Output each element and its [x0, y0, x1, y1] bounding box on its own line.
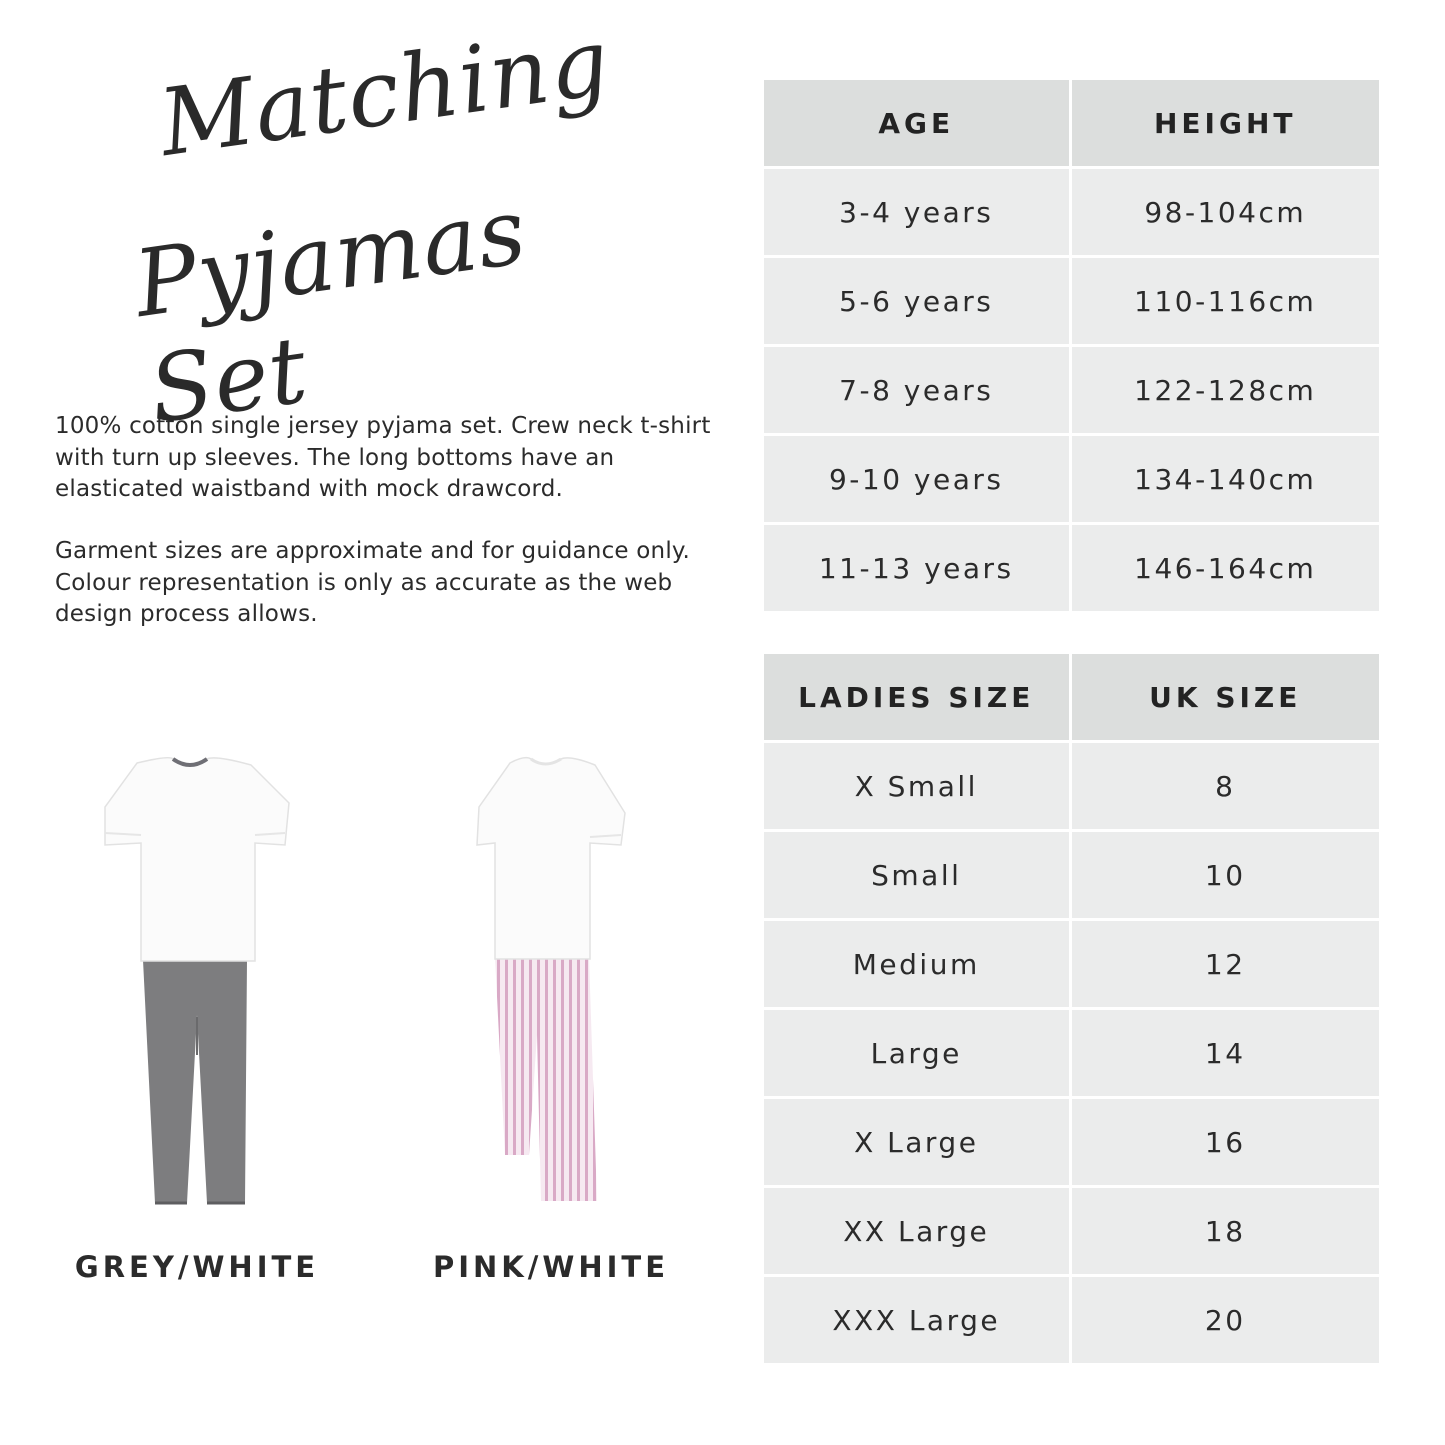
height-cell: 146-164cm — [1072, 525, 1380, 614]
pyjama-grey-image — [75, 755, 335, 1215]
uk-size-cell: 16 — [1072, 1099, 1380, 1188]
table-header-row — [764, 80, 1379, 169]
ladies-size-cell: Large — [764, 1010, 1072, 1099]
ladies-size-cell: Medium — [764, 921, 1072, 1010]
age-cell: 7-8 years — [764, 347, 1072, 436]
age-height-table — [764, 80, 1379, 614]
uk-size-cell: 12 — [1072, 921, 1380, 1010]
table-row — [764, 436, 1379, 525]
table-row — [764, 743, 1379, 832]
ladies-size-cell: XX Large — [764, 1188, 1072, 1277]
table-row — [764, 832, 1379, 921]
table-row — [764, 525, 1379, 614]
table-row — [764, 1010, 1379, 1099]
height-cell: 98-104cm — [1072, 169, 1380, 258]
title-line-1: Matching — [153, 8, 616, 177]
header-uk-size: UK SIZE — [1072, 654, 1380, 743]
pyjama-pink-image — [425, 755, 685, 1215]
colour-label-pink: PINK/WHITE — [432, 1250, 670, 1284]
table-header-row — [764, 654, 1379, 743]
colour-label-grey: GREY/WHITE — [74, 1250, 320, 1284]
age-cell: 5-6 years — [764, 258, 1072, 347]
height-cell: 122-128cm — [1072, 347, 1380, 436]
table-row — [764, 1099, 1379, 1188]
height-cell: 110-116cm — [1072, 258, 1380, 347]
header-height: HEIGHT — [1072, 80, 1380, 169]
age-cell: 11-13 years — [764, 525, 1072, 614]
title-line-2: Pyjamas Set — [128, 177, 533, 444]
ladies-size-cell: X Large — [764, 1099, 1072, 1188]
age-cell: 9-10 years — [764, 436, 1072, 525]
table-row — [764, 921, 1379, 1010]
uk-size-cell: 18 — [1072, 1188, 1380, 1277]
height-cell: 134-140cm — [1072, 436, 1380, 525]
page-title — [128, 8, 616, 444]
pyjama-pink-icon — [425, 755, 685, 1215]
uk-size-cell: 8 — [1072, 743, 1380, 832]
table-row — [764, 1277, 1379, 1366]
age-cell: 3-4 years — [764, 169, 1072, 258]
pyjama-grey-icon — [75, 755, 335, 1215]
ladies-size-cell: Small — [764, 832, 1072, 921]
table-row — [764, 1188, 1379, 1277]
header-age: AGE — [764, 80, 1072, 169]
header-ladies-size: LADIES SIZE — [764, 654, 1072, 743]
product-description: 100% cotton single jersey pyjama set. Crew neck t-shirt with turn up sleeves. The long bottoms have an elasticated waistband with mock drawcord. — [55, 413, 711, 502]
uk-size-cell: 10 — [1072, 832, 1380, 921]
table-row — [764, 258, 1379, 347]
uk-size-cell: 20 — [1072, 1277, 1380, 1366]
ladies-size-cell: XXX Large — [764, 1277, 1072, 1366]
table-row — [764, 169, 1379, 258]
ladies-size-table — [764, 654, 1379, 1366]
sizing-disclaimer: Garment sizes are approximate and for guidance only. Colour representation is only as accurate as the web design process allows. — [55, 538, 690, 627]
uk-size-cell: 14 — [1072, 1010, 1380, 1099]
table-row — [764, 347, 1379, 436]
ladies-size-cell: X Small — [764, 743, 1072, 832]
